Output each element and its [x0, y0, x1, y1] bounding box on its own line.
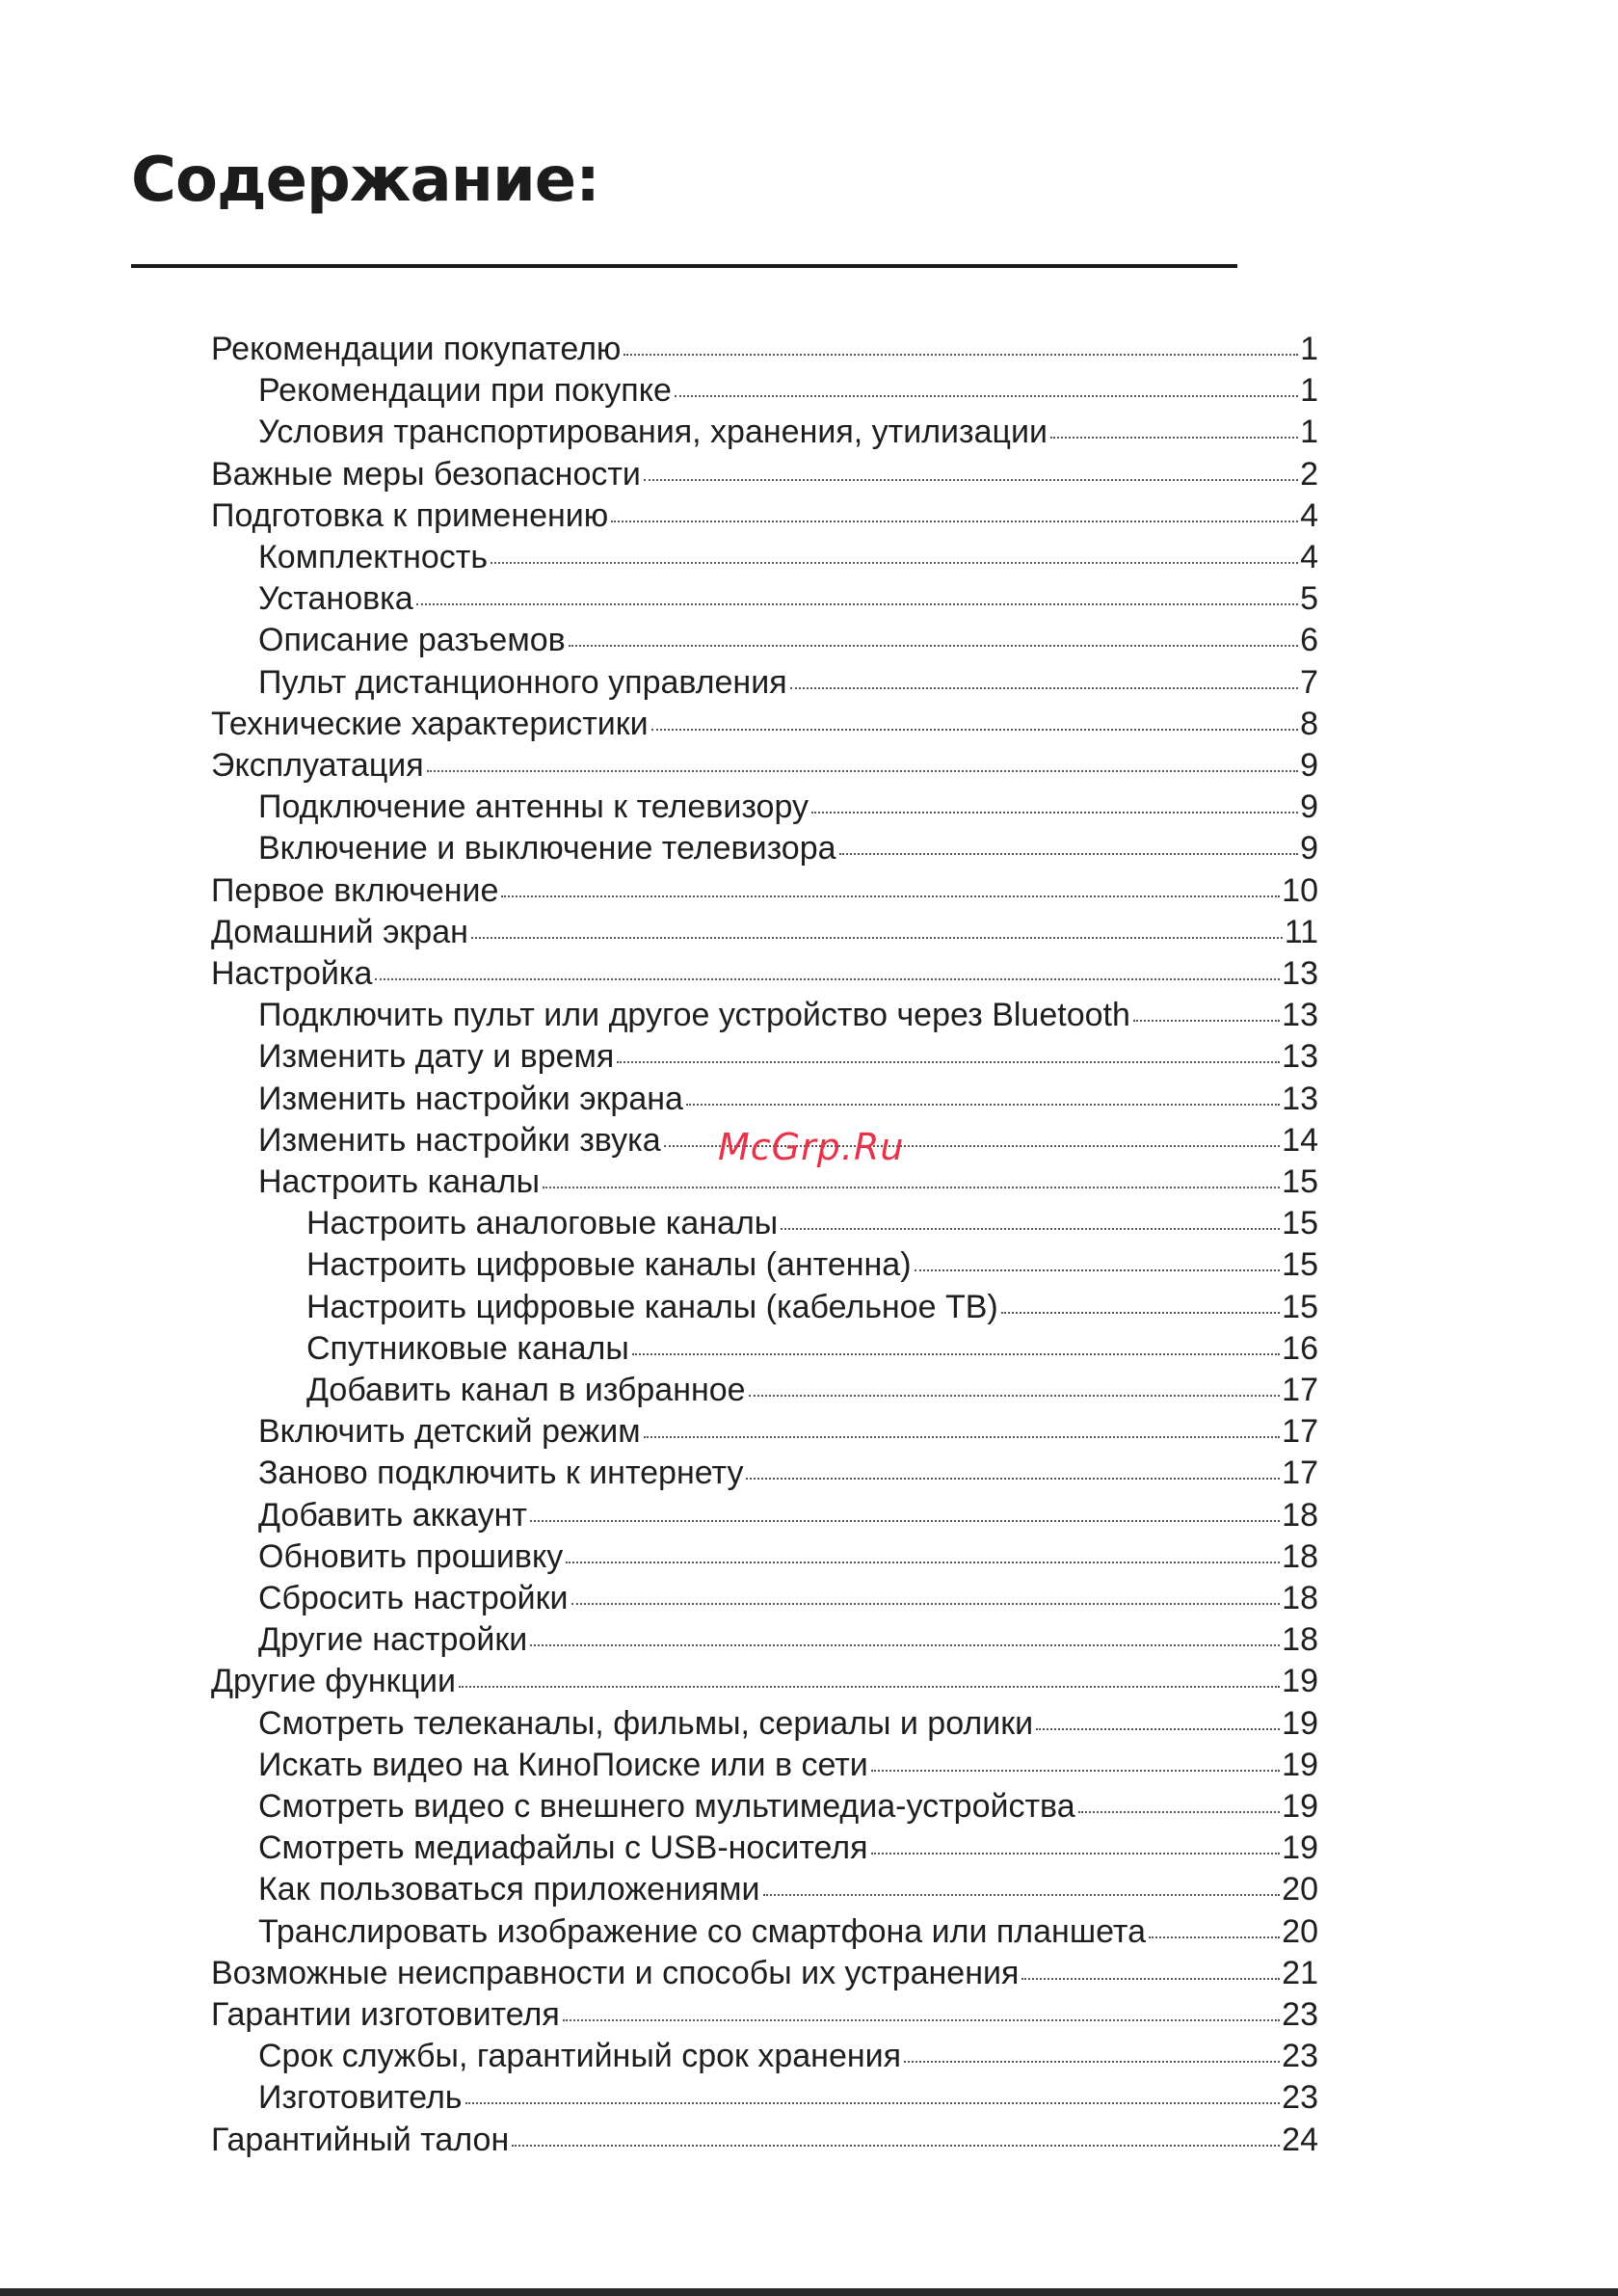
toc-entry-page: 13: [1282, 1080, 1318, 1117]
toc-entry[interactable]: [306, 1244, 1318, 1286]
bottom-border: [0, 2288, 1618, 2296]
dot-leader: [563, 2019, 1280, 2021]
toc-entry-page: 18: [1282, 1580, 1318, 1616]
dot-leader: [491, 562, 1298, 564]
toc-entry-title: Подключить пульт или другое устройство через Bluetooth: [258, 997, 1130, 1034]
dot-leader: [811, 812, 1298, 814]
toc-entry-page: 16: [1282, 1329, 1318, 1367]
toc-entry[interactable]: [211, 745, 1318, 787]
dot-leader: [571, 1603, 1281, 1605]
toc-entry-title: Рекомендации при покупке: [258, 372, 672, 410]
toc-entry-title: Изготовитель: [258, 2079, 463, 2117]
toc-entry[interactable]: [258, 578, 1318, 620]
dot-leader: [1133, 1020, 1280, 1022]
dot-leader: [530, 1644, 1280, 1646]
toc-entry-title: Настроить цифровые каналы (антенна): [306, 1246, 912, 1284]
toc-entry-title: Изменить настройки экрана: [258, 1080, 683, 1117]
dot-leader: [644, 1436, 1281, 1438]
toc-entry[interactable]: [258, 995, 1318, 1036]
title-underline: [131, 264, 1237, 268]
toc-entry-title: Изменить настройки звука: [258, 1121, 661, 1159]
toc-entry[interactable]: [211, 1994, 1318, 2036]
toc-entry[interactable]: [258, 370, 1318, 412]
watermark: McGrp.Ru: [718, 1126, 905, 1168]
toc-entry[interactable]: [211, 912, 1318, 953]
toc-entry-title: Включение и выключение телевизора: [258, 830, 836, 868]
toc-entry-title: Смотреть медиафайлы с USB-носителя: [258, 1829, 868, 1867]
toc-entry[interactable]: [306, 1287, 1318, 1328]
toc-entry[interactable]: [258, 1786, 1318, 1828]
toc-entry-title: Срок службы, гарантийный срок хранения: [258, 2038, 902, 2075]
toc-entry-page: 18: [1282, 1621, 1318, 1659]
toc-entry-page: 17: [1282, 1413, 1318, 1451]
toc-entry-page: 15: [1282, 1288, 1318, 1325]
page-title: Содержание:: [131, 145, 599, 216]
dot-leader: [1078, 1811, 1281, 1813]
toc-entry-page: 19: [1282, 1704, 1318, 1742]
toc-entry[interactable]: [211, 1953, 1318, 1994]
toc-entry-page: 23: [1282, 2079, 1318, 2117]
dot-leader: [632, 1353, 1280, 1355]
toc-entry-title: Настроить цифровые каналы (кабельное ТВ): [306, 1288, 998, 1325]
toc-entry-title: Гарантийный талон: [211, 2121, 510, 2158]
dot-leader: [569, 645, 1298, 647]
toc-entry-page: 23: [1282, 1996, 1318, 2033]
toc-entry-page: 5: [1300, 580, 1318, 618]
toc-entry-page: 6: [1300, 622, 1318, 659]
toc-entry-page: 19: [1282, 1788, 1318, 1825]
toc-entry[interactable]: [258, 2036, 1318, 2077]
dot-leader: [427, 770, 1298, 772]
toc-entry-title: Добавить аккаунт: [258, 1496, 527, 1534]
toc-entry-page: 1: [1300, 331, 1318, 367]
toc-entry-title: Комплектность: [258, 539, 489, 575]
dot-leader: [915, 1269, 1281, 1271]
toc-entry-page: 9: [1300, 788, 1318, 826]
dot-leader: [530, 1520, 1280, 1522]
dot-leader: [1001, 1312, 1280, 1314]
toc-entry[interactable]: [258, 537, 1318, 578]
dot-leader: [675, 395, 1298, 397]
toc-entry-title: Пульт дистанционного управления: [258, 663, 787, 701]
toc-entry-title: Эксплуатация: [211, 747, 424, 784]
toc-entry-title: Настроить каналы: [258, 1163, 541, 1200]
toc-entry[interactable]: [258, 1578, 1318, 1619]
toc-entry-title: Другие функции: [211, 1663, 457, 1700]
toc-entry-title: Настройка: [211, 955, 373, 992]
toc-entry[interactable]: [211, 704, 1318, 745]
toc-entry[interactable]: [258, 1536, 1318, 1578]
dot-leader: [781, 1228, 1280, 1230]
toc-entry-page: 20: [1282, 1912, 1318, 1950]
toc-entry[interactable]: [258, 412, 1318, 453]
dot-leader: [611, 521, 1298, 522]
toc-entry-page: 9: [1300, 747, 1318, 784]
toc-entry-title: Установка: [258, 580, 413, 618]
toc-entry-title: Гарантии изготовителя: [211, 1996, 560, 2033]
toc-entry-page: 11: [1284, 913, 1318, 950]
toc-entry-page: 9: [1300, 830, 1318, 868]
toc-entry-title: Транслировать изображение со смартфона или планшета: [258, 1912, 1146, 1950]
toc-entry-title: Искать видео на КиноПоиске или в сети: [258, 1746, 868, 1783]
dot-leader: [1050, 437, 1298, 439]
toc-entry[interactable]: [211, 495, 1318, 537]
dot-leader: [651, 729, 1298, 731]
toc-entry[interactable]: [211, 870, 1318, 912]
toc-entry-page: 8: [1300, 705, 1318, 742]
toc-entry-title: Сбросить настройки: [258, 1580, 569, 1616]
toc-entry-page: 13: [1282, 997, 1318, 1034]
toc-entry[interactable]: [258, 1869, 1318, 1910]
toc-entry-title: Домашний экран: [211, 913, 468, 950]
dot-leader: [871, 1770, 1280, 1772]
toc-entry[interactable]: [258, 620, 1318, 661]
toc-entry[interactable]: [258, 662, 1318, 704]
toc-entry-page: 23: [1282, 2038, 1318, 2075]
dot-leader: [459, 1686, 1280, 1688]
toc-entry-page: 18: [1282, 1496, 1318, 1534]
dot-leader: [904, 2061, 1280, 2063]
dot-leader: [416, 603, 1298, 605]
toc-entry-title: Другие настройки: [258, 1621, 528, 1659]
dot-leader: [375, 978, 1280, 980]
toc-entry-page: 24: [1282, 2121, 1318, 2158]
toc-entry[interactable]: [211, 1661, 1318, 1702]
dot-leader: [839, 853, 1299, 855]
toc-entry-page: 1: [1300, 372, 1318, 410]
toc-entry[interactable]: [258, 1453, 1318, 1494]
toc-entry-page: 18: [1282, 1537, 1318, 1575]
dot-leader: [763, 1894, 1281, 1896]
toc-entry[interactable]: [211, 2120, 1318, 2161]
toc-entry-title: Подготовка к применению: [211, 496, 609, 534]
toc-entry-title: Смотреть телеканалы, фильмы, сериалы и ролики: [258, 1704, 1034, 1742]
dot-leader: [465, 2102, 1281, 2104]
toc-entry-page: 15: [1282, 1246, 1318, 1284]
toc-entry-page: 15: [1282, 1205, 1318, 1242]
toc-entry[interactable]: [258, 2077, 1318, 2119]
dot-leader: [566, 1562, 1280, 1563]
toc-entry[interactable]: [306, 1203, 1318, 1244]
toc-entry[interactable]: [258, 1911, 1318, 1953]
toc-entry[interactable]: [258, 1745, 1318, 1786]
dot-leader: [471, 937, 1283, 939]
toc-entry-title: Включить детский режим: [258, 1413, 641, 1451]
dot-leader: [749, 1395, 1281, 1397]
toc-entry-title: Первое включение: [211, 871, 499, 909]
toc-entry-title: Смотреть видео с внешнего мультимедиа-устройства: [258, 1788, 1075, 1825]
toc-entry[interactable]: [211, 953, 1318, 995]
dot-leader: [1036, 1728, 1280, 1730]
toc-entry-title: Заново подключить к интернету: [258, 1455, 744, 1492]
toc-entry-page: 21: [1282, 1954, 1318, 1991]
dot-leader: [1149, 1936, 1280, 1938]
toc-entry[interactable]: [306, 1328, 1318, 1370]
toc-entry[interactable]: [258, 1495, 1318, 1536]
toc-entry-title: Изменить дату и время: [258, 1038, 615, 1076]
toc-entry-title: Добавить канал в избранное: [306, 1372, 746, 1408]
toc-entry-page: 2: [1300, 455, 1318, 493]
toc-entry-title: Технические характеристики: [211, 705, 649, 742]
toc-entry-page: 19: [1282, 1829, 1318, 1867]
dot-leader: [512, 2145, 1280, 2147]
toc-entry-page: 10: [1282, 871, 1318, 909]
toc-entry-page: 4: [1300, 539, 1318, 575]
toc-entry-title: Обновить прошивку: [258, 1537, 564, 1575]
dot-leader: [686, 1104, 1280, 1106]
toc-entry[interactable]: [258, 1036, 1318, 1078]
dot-leader: [501, 895, 1280, 897]
toc-entry[interactable]: [258, 787, 1318, 828]
toc-entry-page: 13: [1282, 955, 1318, 992]
toc-entry-page: 13: [1282, 1038, 1318, 1076]
toc-entry[interactable]: [258, 1703, 1318, 1745]
toc-entry-title: Рекомендации покупателю: [211, 331, 622, 367]
dot-leader: [1021, 1978, 1280, 1980]
dot-leader: [617, 1061, 1280, 1063]
toc-entry-title: Настроить аналоговые каналы: [306, 1205, 779, 1242]
toc-entry-page: 20: [1282, 1871, 1318, 1909]
toc-entry[interactable]: [258, 1411, 1318, 1453]
toc-entry-page: 19: [1282, 1663, 1318, 1700]
toc-entry-page: 17: [1282, 1455, 1318, 1492]
toc-entry[interactable]: [306, 1370, 1318, 1411]
toc-entry[interactable]: [258, 828, 1318, 869]
toc-entry-title: Подключение антенны к телевизору: [258, 788, 809, 826]
toc-entry-page: 4: [1300, 496, 1318, 534]
toc-entry-page: 1: [1300, 414, 1318, 451]
dot-leader: [644, 479, 1298, 481]
toc-entry-title: Важные меры безопасности: [211, 455, 641, 493]
toc-entry-title: Возможные неисправности и способы их устранения: [211, 1954, 1020, 1991]
toc-entry-title: Спутниковые каналы: [306, 1329, 629, 1367]
dot-leader: [623, 354, 1298, 356]
toc-entry-page: 17: [1282, 1372, 1318, 1408]
toc-entry-page: 19: [1282, 1746, 1318, 1783]
dot-leader: [746, 1478, 1280, 1480]
toc-entry[interactable]: [211, 454, 1318, 495]
toc-entry-title: Описание разъемов: [258, 622, 566, 659]
toc-entry[interactable]: [258, 1828, 1318, 1869]
toc-entry[interactable]: [258, 1079, 1318, 1120]
toc-entry[interactable]: [258, 1619, 1318, 1661]
dot-leader: [871, 1853, 1281, 1855]
toc-entry-page: 7: [1300, 663, 1318, 701]
toc-entry-page: 15: [1282, 1163, 1318, 1200]
toc-entry-title: Как пользоваться приложениями: [258, 1871, 760, 1909]
dot-leader: [543, 1187, 1280, 1188]
dot-leader: [790, 687, 1298, 689]
toc-entry-title: Условия транспортирования, хранения, утилизации: [258, 414, 1048, 451]
toc-entry-page: 14: [1282, 1121, 1318, 1159]
toc-entry[interactable]: [211, 329, 1318, 370]
